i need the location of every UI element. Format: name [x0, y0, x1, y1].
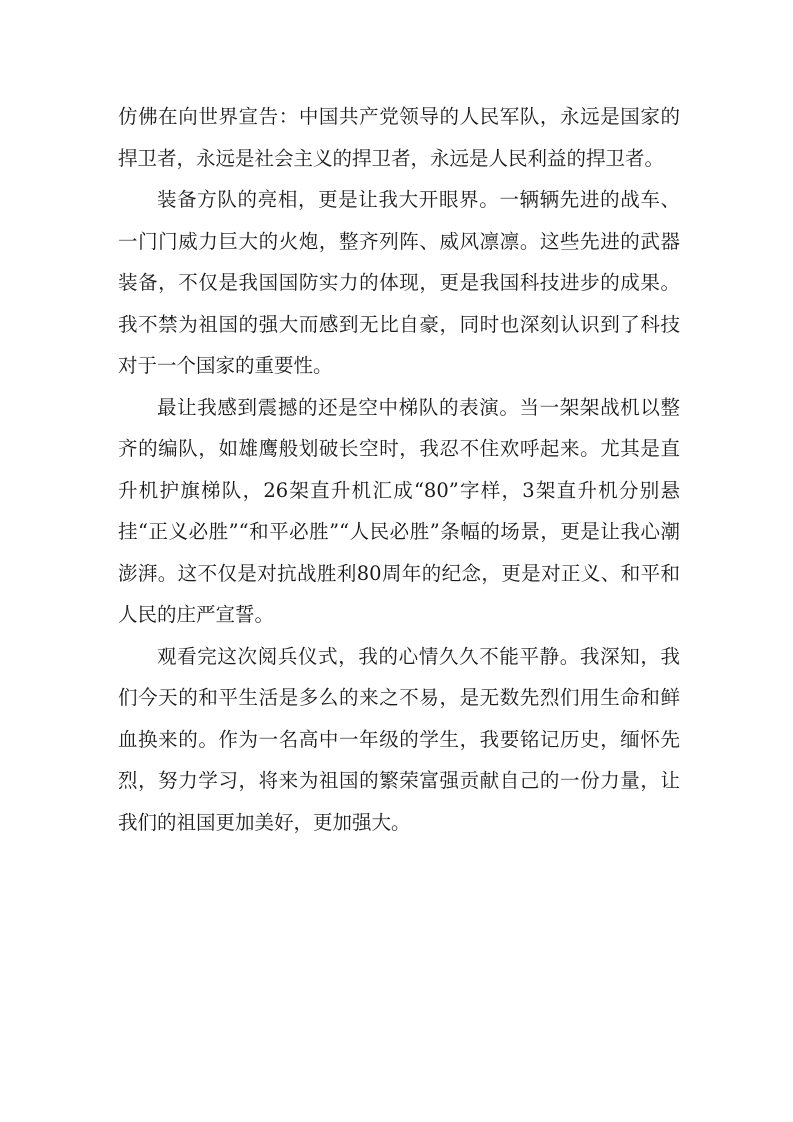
essay-body — [118, 96, 680, 843]
paragraph-continuation: 仿佛在向世界宣告：中国共产党领导的人民军队，永远是国家的捍卫者，永远是社会主义的捍卫者，永远是人民利益的捍卫者。 — [118, 105, 680, 170]
paragraph-conclusion: 观看完这次阅兵仪式，我的心情久久不能平静。我深知，我们今天的和平生活是多么的来之不易，是无数先烈们用生命和鲜血换来的。作为一名高中一年级的学生，我要铭记历史，缅怀先烈，努力学习，将来为祖国的繁荣富强贡献自己的一份力量，让我们的祖国更加美好，更加强大。 — [118, 644, 680, 834]
paragraph-equipment: 装备方队的亮相，更是让我大开眼界。一辆辆先进的战车、一门门威力巨大的火炮，整齐列阵、威风凛凛。这些先进的武器装备，不仅是我国国防实力的体现，更是我国科技进步的成果。我不禁为祖国的强大而感到无比自豪，同时也深刻认识到了科技对于一个国家的重要性。 — [118, 188, 680, 377]
paragraph-air-formation: 最让我感到震撼的还是空中梯队的表演。当一架架战机以整齐的编队，如雄鹰般划破长空时，我忍不住欢呼起来。尤其是直升机护旗梯队，26架直升机汇成“80”字样，3架直升机分别悬挂“正义必胜”“和平必胜”“人民必胜”条幅的场景，更是让我心潮澎湃。这不仅是对抗战胜利80周年的纪念，更是对正义、和平和人民的庄严宣誓。 — [118, 395, 680, 626]
